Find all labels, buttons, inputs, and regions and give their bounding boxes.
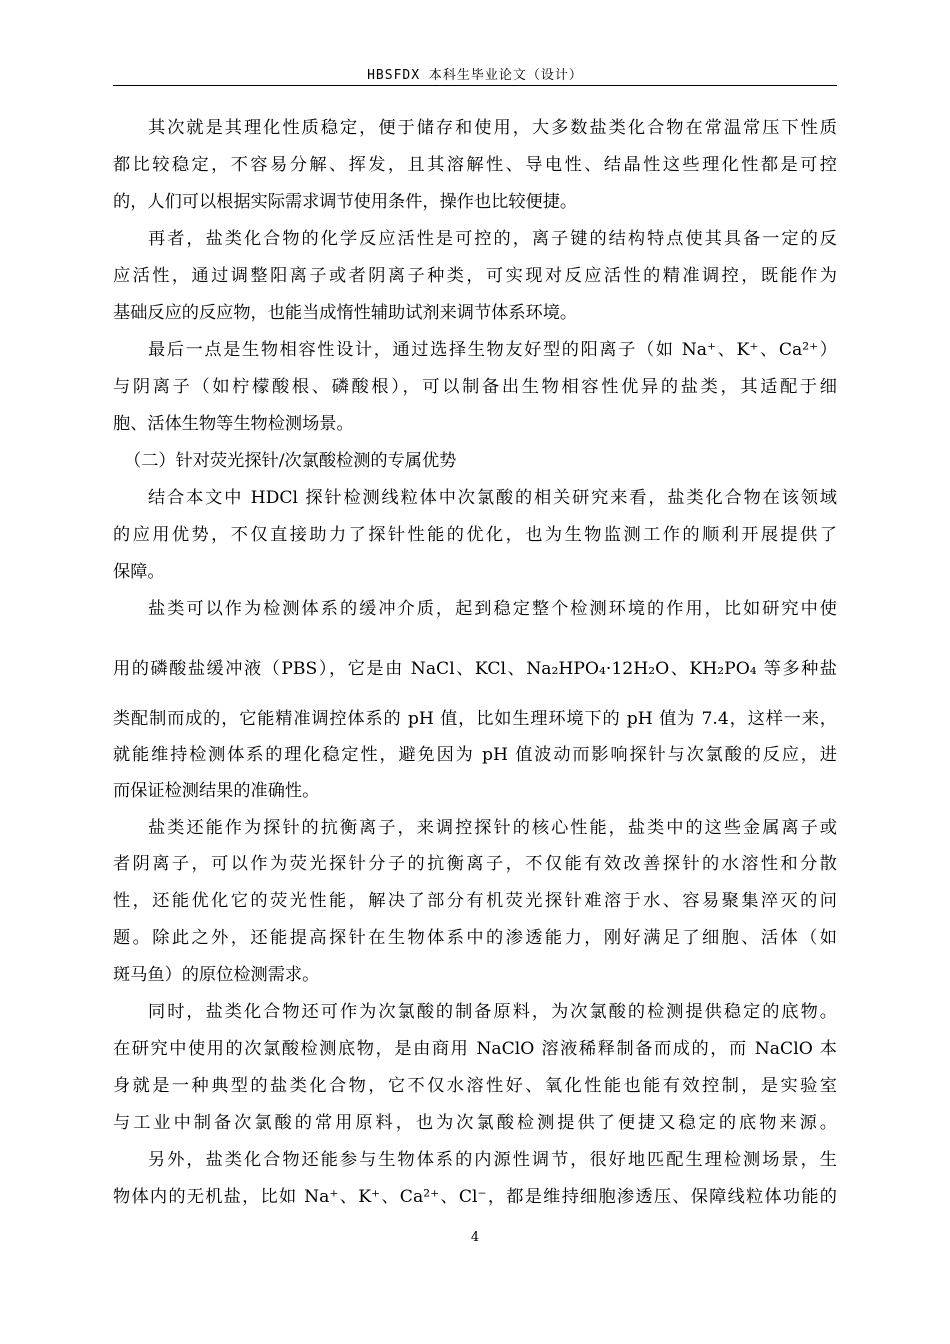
text-line: 另外，盐类化合物还能参与生物体系的内源性调节，很好地匹配生理检测场景，生	[148, 1150, 837, 1170]
text-line: 性，还能优化它的荧光性能，解决了部分有机荧光探针难溶于水、容易聚集淬灭的问	[113, 891, 837, 911]
text-line: 保障。	[113, 562, 165, 582]
text-line: 与工业中制备次氯酸的常用原料，也为次氯酸检测提供了便捷又稳定的底物来源。	[113, 1113, 837, 1133]
text-line: 就能维持检测体系的理化稳定性，避免因为 pH 值波动而影响探针与次氯酸的反应，进	[113, 745, 837, 765]
text-line: 再者，盐类化合物的化学反应活性是可控的，离子键的结构特点使其具备一定的反	[148, 229, 837, 249]
page-number: 4	[470, 1230, 480, 1245]
text-line: 基础反应的反应物，也能当成惰性辅助试剂来调节体系环境。	[113, 303, 578, 323]
text-line: 题。除此之外，还能提高探针在生物体系中的渗透能力，刚好满足了细胞、活体（如	[113, 928, 837, 948]
text-line: 胞、活体生物等生物检测场景。	[113, 414, 354, 434]
text-line: 同时，盐类化合物还可作为次氯酸的制备原料，为次氯酸的检测提供稳定的底物。	[148, 1002, 837, 1022]
text-line: 者阴离子，可以作为荧光探针分子的抗衡离子，不仅能有效改善探针的水溶性和分散	[113, 854, 837, 874]
text-line: 最后一点是生物相容性设计，通过选择生物友好型的阳离子（如 Na⁺、K⁺、Ca²⁺）	[148, 340, 837, 360]
text-line: 都比较稳定，不容易分解、挥发，且其溶解性、导电性、结晶性这些理化性都是可控	[113, 155, 837, 175]
text-line: 斑马鱼）的原位检测需求。	[113, 965, 320, 985]
text-line: 用的磷酸盐缓冲液（PBS），它是由 NaCl、KCl、Na₂HPO₄·12H₂O、KH₂PO₄ 等多种盐	[113, 659, 837, 679]
header-rule	[113, 85, 837, 86]
text-line: 在研究中使用的次氯酸检测底物，是由商用 NaClO 溶液稀释制备而成的，而 NaClO 本	[113, 1039, 837, 1059]
text-line: 而保证检测结果的准确性。	[113, 781, 320, 801]
text-line: 身就是一种典型的盐类化合物，它不仅水溶性好、氧化性能也能有效控制，是实验室	[113, 1076, 837, 1096]
text-line: 其次就是其理化性质稳定，便于储存和使用，大多数盐类化合物在常温常压下性质	[148, 118, 837, 138]
text-line: 结合本文中 HDCl 探针检测线粒体中次氯酸的相关研究来看，盐类化合物在该领域	[148, 488, 837, 508]
text-line: 物体内的无机盐，比如 Na⁺、K⁺、Ca²⁺、Cl⁻，都是维持细胞渗透压、保障线粒体功能的	[113, 1187, 837, 1207]
text-line: 的应用优势，不仅直接助力了探针性能的优化，也为生物监测工作的顺利开展提供了	[113, 525, 837, 545]
text-line: 盐类还能作为探针的抗衡离子，来调控探针的核心性能，盐类中的这些金属离子或	[148, 818, 837, 838]
text-line: 盐类可以作为检测体系的缓冲介质，起到稳定整个检测环境的作用，比如研究中使	[148, 599, 837, 619]
text-line: 类配制而成的，它能精准调控体系的 pH 值，比如生理环境下的 pH 值为 7.4，这样一来，	[113, 709, 837, 729]
section-heading: （二）针对荧光探针/次氯酸检测的专属优势	[124, 451, 457, 471]
text-line: 与阴离子（如柠檬酸根、磷酸根），可以制备出生物相容性优异的盐类，其适配于细	[113, 377, 837, 397]
text-line: 的，人们可以根据实际需求调节使用条件，操作也比较便捷。	[113, 192, 578, 212]
running-header: HBSFDX 本科生毕业论文（设计）	[367, 68, 583, 83]
text-line: 应活性，通过调整阳离子或者阴离子种类，可实现对反应活性的精准调控，既能作为	[113, 266, 837, 286]
